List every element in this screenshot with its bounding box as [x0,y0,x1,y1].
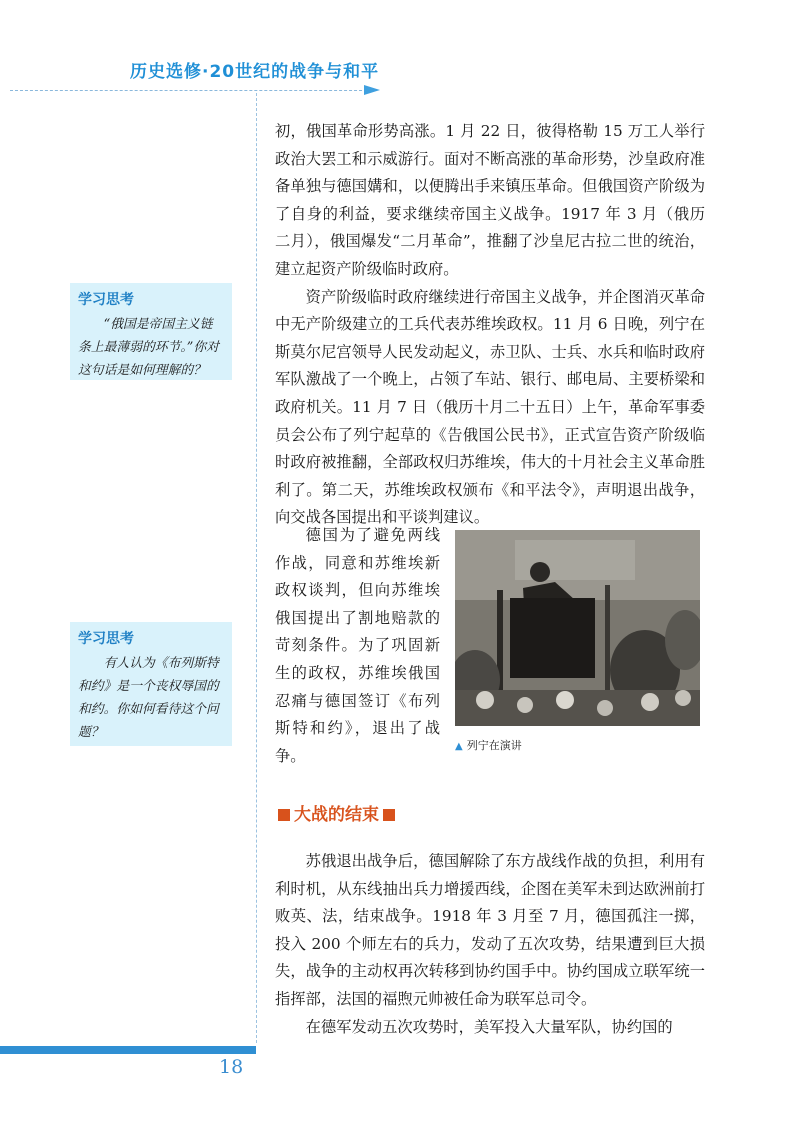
study-think-box-1 [70,283,232,380]
margin-dashed-rule [256,93,257,1043]
body-text-block-2 [275,522,440,770]
study-think-text: 有人认为《布列斯特和约》是一个丧权辱国的和约。你如何看待这个问题？ [78,656,219,740]
body-text-block-3 [275,848,705,1041]
triangle-icon: ▲ [455,741,463,752]
paragraph: 德国为了避免两线作战，同意和苏维埃新政权谈判，但向苏维埃俄国提出了割地赔款的苛刻条件。为了巩固新生的政权，苏维埃俄国忍痛与德国签订《布列斯特和约》，退出了战争。 [275,526,440,765]
caption-text: 列宁在演讲 [466,739,522,752]
running-header-title: 历史选修·20世纪的战争与和平 [130,62,380,82]
body-text-block-1 [275,118,705,532]
square-bullet-icon [278,809,290,821]
paragraph: 苏俄退出战争后，德国解除了东方战线作战的负担，利用有利时机，从东线抽出兵力增援西线，企图在美军未到达欧洲前打败英、法，结束战争。1918 年 3 月至 7 月，德国孤注一掷，投入 200 个师左右的兵力，发动了五次攻势，结果遭到巨大损失，战争的主动权再次转移到协约国手中。协约国成立联军统一指挥部，法国的福煦元帅被任命为联军总司令。 [275,852,705,1008]
lenin-speech-photo [455,530,700,726]
header-arrow-icon [364,85,380,95]
square-bullet-icon [383,809,395,821]
study-think-title: 学习思考 [78,292,134,308]
study-think-box-2 [70,622,232,746]
page-number: 18 [219,1056,244,1078]
study-think-text: “俄国是帝国主义链条上最薄弱的环节。”你对这句话是如何理解的？ [78,317,219,378]
photo-caption [455,737,522,753]
study-think-title: 学习思考 [78,631,134,647]
section-heading [278,800,395,825]
paragraph: 资产阶级临时政府继续进行帝国主义战争，并企图消灭革命中无产阶级建立的工兵代表苏维埃政权。11 月 6 日晚，列宁在斯莫尔尼宫领导人民发动起义，赤卫队、士兵、水兵和临时政府军队激战了一个晚上，占领了车站、银行、邮电局、主要桥梁和政府机关。11 月 7 日（俄历十月二十五日）上午，革命军事委员会公布了列宁起草的《告俄国公民书》，正式宣告资产阶级临时政府被推翻，全部政权归苏维埃，伟大的十月社会主义革命胜利了。第二天，苏维埃政权颁布《和平法令》，声明退出战争，向交战各国提出和平谈判建议。 [275,287,705,527]
paragraph: 初，俄国革命形势高涨。1 月 22 日，彼得格勒 15 万工人举行政治大罢工和示威游行。面对不断高涨的革命形势，沙皇政府准备单独与德国媾和，以便腾出手来镇压革命。但俄国资产阶级为了自身的利益，要求继续帝国主义战争。1917 年 3 月（俄历二月），俄国爆发“二月革命”，推翻了沙皇尼古拉二世的统治，建立起资产阶级临时政府。 [275,122,705,278]
footer-bar [0,1046,256,1054]
header-dashed-rule [10,90,372,91]
paragraph: 在德军发动五次攻势时，美军投入大量军队，协约国的 [305,1017,673,1036]
section-title: 大战的结束 [294,805,379,825]
